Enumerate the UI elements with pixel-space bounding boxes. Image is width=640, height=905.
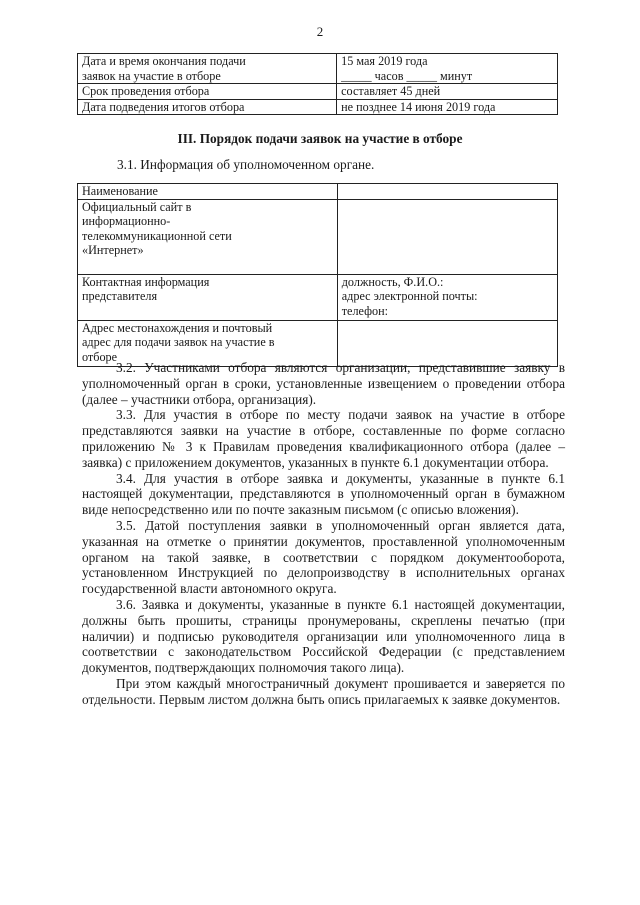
- schedule-table: [77, 53, 558, 115]
- cell-text: 15 мая 2019 года: [341, 54, 428, 68]
- authority-table: [77, 183, 558, 367]
- table-row: [78, 184, 558, 200]
- cell-text: Контактная информация: [82, 274, 210, 289]
- cell-text: Адрес местонахождения и почтовый: [82, 320, 273, 335]
- table-row: [78, 84, 558, 100]
- cell-text: телефон:: [341, 303, 389, 318]
- table-cell-label: [78, 54, 337, 84]
- cell-text: адрес для подачи заявок на участие в: [82, 335, 275, 350]
- table-row: [78, 274, 558, 320]
- cell-text: Дата и время окончания подачи: [82, 54, 246, 68]
- cell-text: отборе: [82, 349, 118, 364]
- table-cell-label: Дата подведения итогов отбора: [78, 99, 337, 115]
- table-row: [78, 199, 558, 274]
- cell-text: адрес электронной почты:: [341, 289, 478, 304]
- page-number: 2: [316, 24, 324, 39]
- table-cell-value: составляет 45 дней: [337, 84, 558, 100]
- table-cell-value: не позднее 14 июня 2019 года: [337, 99, 558, 115]
- paragraph-3-5: 3.5. Датой поступления заявки в уполномоченный орган является дата, указанная на отметке о принятии документов, проставленной уполномоченным органом на такой заявке, в соответствии с порядком документооборота, установленном Инструкцией по делопроизводству в исполнительных органах государственной власти автономного округа.: [82, 517, 565, 597]
- body-text: [82, 360, 565, 708]
- table-cell-value: [337, 54, 558, 84]
- cell-text: Официальный сайт в: [82, 199, 192, 214]
- table-row: [78, 54, 558, 84]
- table-cell-value: [337, 199, 557, 274]
- table-cell-value: [337, 184, 557, 200]
- table-cell-label: [78, 199, 338, 274]
- cell-text: должность, Ф.И.О.:: [341, 274, 444, 289]
- section-lead: 3.1. Информация об уполномоченном органе.: [117, 157, 375, 172]
- table-cell-value: [337, 274, 557, 320]
- paragraph-closing: При этом каждый многостраничный документ прошивается и заверяется по отдельности. Первым листом должна быть опись прилагаемых к заявке документов.: [82, 675, 565, 707]
- table-row: [78, 99, 558, 115]
- cell-text: телекоммуникационной сети: [82, 228, 232, 243]
- cell-text: _____ часов _____ минут: [341, 68, 473, 83]
- paragraph-3-4: 3.4. Для участия в отборе заявка и документы, указанные в пункте 6.1 настоящей документации, представляются в уполномоченный орган в бумажном виде непосредственно или по почте заказным письмом (с описью вложения).: [82, 470, 565, 518]
- paragraph-3-2: 3.2. Участниками отбора являются организации, представившие заявку в уполномоченный орган в сроки, установленные извещением о проведении отбора (далее – участники отбора, организация).: [82, 360, 565, 407]
- cell-text: «Интернет»: [82, 243, 144, 258]
- table-cell-label: [78, 274, 338, 320]
- section-heading: III. Порядок подачи заявок на участие в отборе: [177, 131, 463, 146]
- table-cell-label: Наименование: [78, 184, 338, 200]
- table-cell-label: Срок проведения отбора: [78, 84, 337, 100]
- cell-text: информационно-: [82, 214, 171, 229]
- paragraph-3-3: 3.3. Для участия в отборе по месту подачи заявок на участие в отборе представляются заявки на участие в отборе, составленные по форме согласно приложению № 3 к Правилам проведения квалификационного отбора (далее – заявка) с приложением документов, указанных в пункте 6.1 документации отбора.: [82, 407, 565, 470]
- cell-text: представителя: [82, 289, 158, 304]
- cell-text: заявок на участие в отборе: [82, 68, 221, 83]
- paragraph-3-6: 3.6. Заявка и документы, указанные в пункте 6.1 настоящей документации, должны быть прошиты, страницы пронумерованы, скреплены печатью (при наличии) и подписью руководителя организации или уполномоченного лица в соответствии с законодательством Российской Федерации (с представлением документов, подтверждающих полномочия такого лица).: [82, 596, 565, 676]
